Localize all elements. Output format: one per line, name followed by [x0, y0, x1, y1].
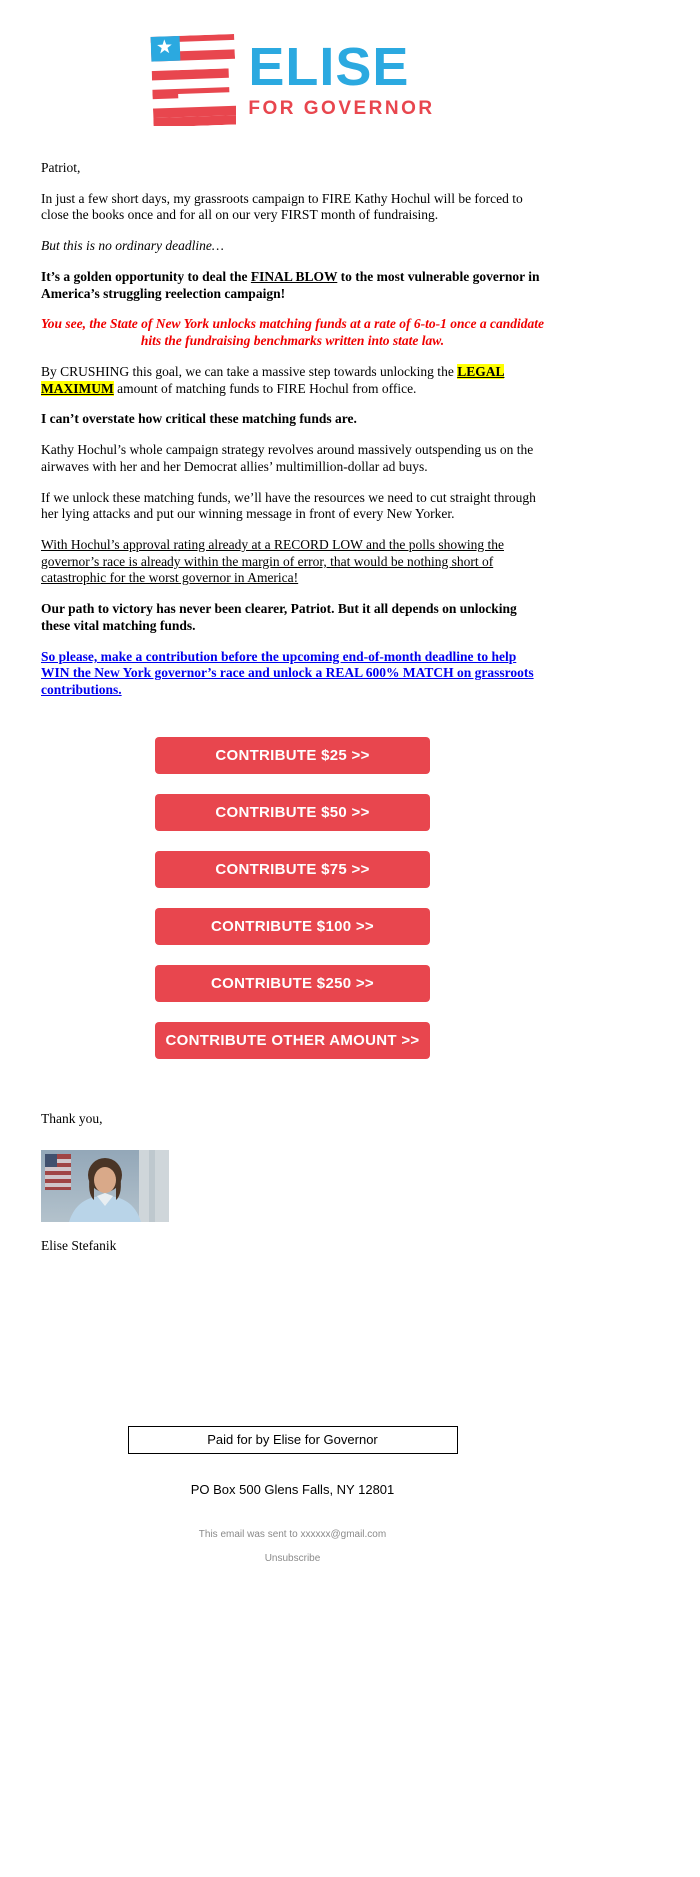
paragraph-intro: In just a few short days, my grassroots campaign to FIRE Kathy Hochul will be forced to close the books once and for all on our very FIRST month of fundraising. — [41, 190, 523, 223]
paragraph-crushing-goal — [41, 364, 544, 397]
contribute-text-link[interactable]: So please, make a contribution before the upcoming end-of-month deadline to help WIN the New York governor’s race and unlock a REAL 600% MATCH on grassroots contributions. — [41, 648, 534, 698]
contribute-75-button[interactable]: CONTRIBUTE $75 >> — [155, 851, 430, 888]
paragraph-matching-funds-alert: You see, the State of New York unlocks matching funds at a rate of 6-to-1 once a candidate hits the fundraising benchmarks written into state law. — [41, 316, 545, 349]
email-body — [41, 0, 544, 1564]
contribute-250-button[interactable]: CONTRIBUTE $250 >> — [155, 965, 430, 1002]
unsubscribe-link[interactable]: Unsubscribe — [264, 1553, 321, 1565]
paragraph-golden-opportunity — [41, 269, 544, 302]
logo-text — [248, 37, 435, 119]
paragraph-unlock-resources: If we unlock these matching funds, we’ll have the resources we need to cut straight through her lying attacks and put our winning message in front of every New Yorker. — [41, 489, 536, 522]
logo-tagline: FOR GOVERNOR — [248, 97, 435, 119]
paragraph-no-ordinary-deadline: But this is no ordinary deadline… — [41, 238, 224, 254]
p5-pre: By CRUSHING this goal, we can take a massive step towards unlocking the — [41, 363, 458, 379]
p5-post: amount of matching funds to FIRE Hochul from office. — [113, 380, 417, 396]
paragraph-critical-funds: I can’t overstate how critical these matching funds are. — [41, 411, 357, 427]
sent-to-text: This email was sent to xxxxxx@gmail.com — [198, 1529, 387, 1541]
p5-legal-maximum-highlight: LEGAL MAXIMUM — [41, 363, 505, 396]
paragraph-approval-rating: With Hochul’s approval rating already at a RECORD LOW and the polls showing the governor’s race is already within the margin of error, that would be nothing short of catastrophic for the worst governor in America! — [41, 537, 504, 586]
contribute-other-button[interactable]: CONTRIBUTE OTHER AMOUNT >> — [155, 1022, 430, 1059]
contribute-50-button[interactable]: CONTRIBUTE $50 >> — [155, 794, 430, 831]
paragraph-path-to-victory: Our path to victory has never been clearer, Patriot. But it all depends on unlocking these vital matching funds. — [41, 601, 517, 633]
contribute-100-button[interactable]: CONTRIBUTE $100 >> — [155, 908, 430, 945]
campaign-logo — [41, 32, 544, 130]
salutation: Patriot, — [41, 160, 81, 175]
contribute-25-button[interactable]: CONTRIBUTE $25 >> — [155, 737, 430, 774]
signature-name: Elise Stefanik — [41, 1237, 117, 1253]
p3-pre: It’s a golden opportunity to deal the — [41, 268, 251, 284]
elise-photo — [41, 1150, 169, 1222]
paid-for-disclaimer: Paid for by Elise for Governor — [128, 1426, 458, 1454]
mailing-address: PO Box 500 Glens Falls, NY 12801 — [190, 1482, 395, 1498]
flag-e-logo-icon — [150, 32, 236, 130]
paragraph-hochul-strategy: Kathy Hochul’s whole campaign strategy revolves around massively outspending us on the airwaves with her and her Democrat allies’ multimillion-dollar ad buys. — [41, 442, 534, 474]
contribute-buttons — [41, 737, 544, 1059]
logo-name: ELISE — [248, 37, 410, 98]
p3-post: to the most vulnerable governor in America’s struggling reelection campaign! — [41, 268, 540, 301]
thank-you-text: Thank you, — [41, 1110, 103, 1126]
email-footer — [41, 1426, 544, 1564]
p3-final-blow: FINAL BLOW — [250, 268, 338, 284]
